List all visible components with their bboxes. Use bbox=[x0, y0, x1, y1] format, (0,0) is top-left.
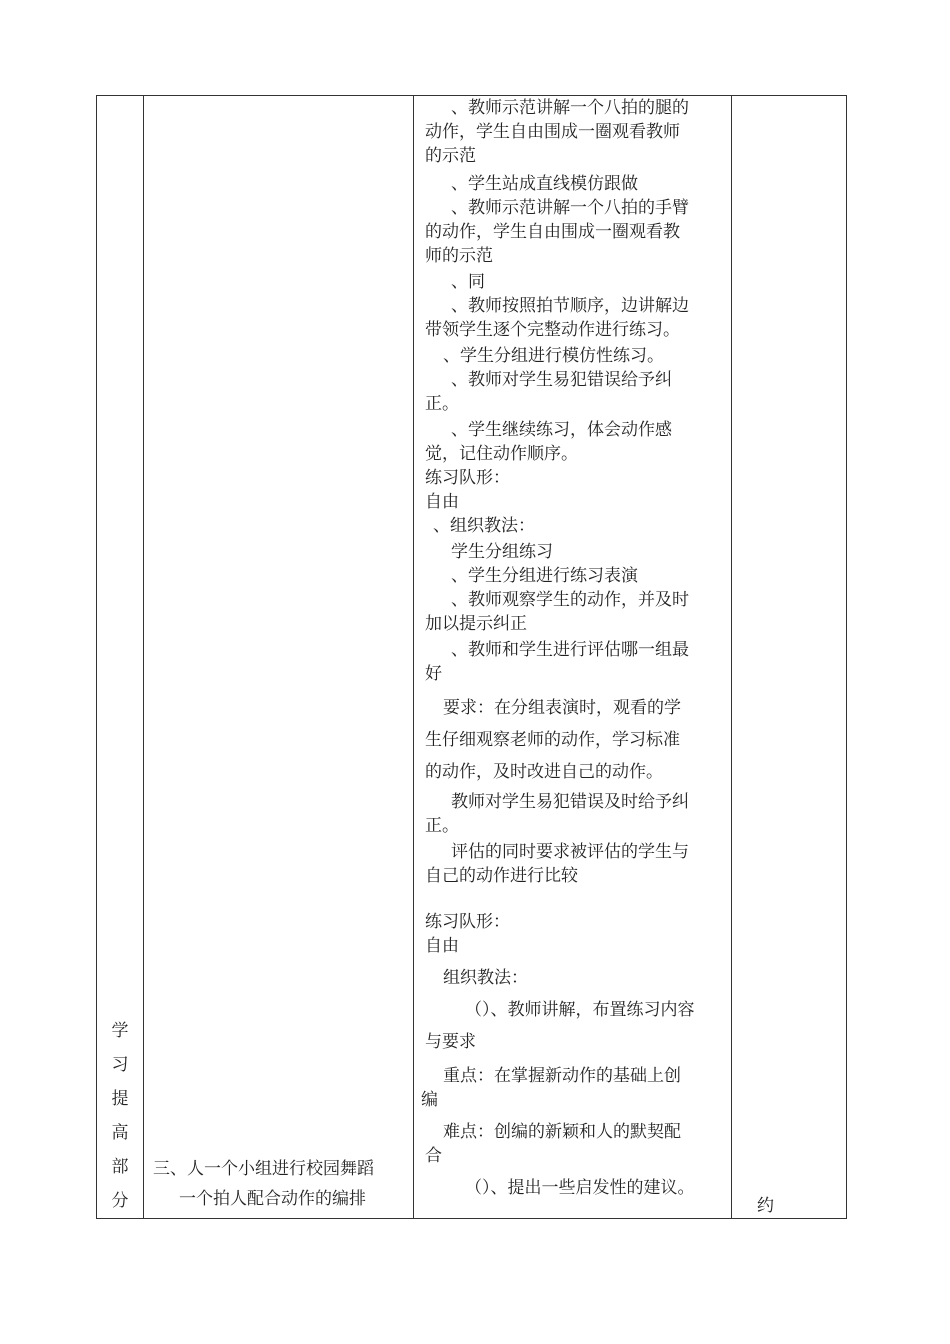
section-label-char: 学 bbox=[111, 1021, 129, 1041]
method-line: 自由 bbox=[425, 936, 459, 956]
section-label-cell bbox=[97, 96, 143, 1218]
section-label-char: 分 bbox=[111, 1191, 129, 1211]
method-line: 教师对学生易犯错误及时给予纠 bbox=[451, 792, 689, 812]
method-line: 练习队形： bbox=[425, 912, 510, 932]
method-line: 评估的同时要求被评估的学生与 bbox=[451, 842, 689, 862]
method-line: 要求：在分组表演时，观看的学 bbox=[443, 698, 681, 718]
content-cell bbox=[143, 96, 413, 1218]
lesson-plan-table bbox=[96, 95, 847, 1219]
method-line: 生仔细观察老师的动作，学习标准 bbox=[425, 730, 680, 750]
method-line: 难点：创编的新颖和人的默契配 bbox=[443, 1122, 681, 1142]
content-title-line1: 三、人一个小组进行校园舞蹈 bbox=[153, 1159, 374, 1179]
method-line: 、学生分组进行模仿性练习。 bbox=[443, 346, 664, 366]
method-line: 与要求 bbox=[425, 1032, 476, 1052]
method-line: 加以提示纠正 bbox=[425, 614, 527, 634]
method-line: 、学生分组进行练习表演 bbox=[451, 566, 638, 586]
method-cell bbox=[413, 96, 731, 1218]
method-line: 、教师观察学生的动作，并及时 bbox=[451, 590, 689, 610]
method-line: 正。 bbox=[425, 394, 459, 414]
method-line: （）、教师讲解，布置练习内容 bbox=[465, 1000, 695, 1020]
time-cell bbox=[731, 96, 848, 1218]
method-line: 合 bbox=[425, 1146, 442, 1166]
method-line: 正。 bbox=[425, 816, 459, 836]
method-line: 编 bbox=[421, 1090, 438, 1110]
time-text: 约 bbox=[757, 1196, 774, 1216]
method-line: （）、提出一些启发性的建议。 bbox=[465, 1178, 695, 1198]
method-line: 的动作，及时改进自己的动作。 bbox=[425, 762, 663, 782]
method-line: 自由 bbox=[425, 492, 459, 512]
section-label-char: 部 bbox=[111, 1157, 129, 1177]
method-line: 、学生站成直线模仿跟做 bbox=[451, 174, 638, 194]
method-line: 、教师示范讲解一个八拍的手臂 bbox=[451, 198, 689, 218]
method-line: 的示范 bbox=[425, 146, 476, 166]
method-line: 觉，记住动作顺序。 bbox=[425, 444, 578, 464]
method-line: 练习队形： bbox=[425, 468, 510, 488]
method-line: 、教师按照拍节顺序，边讲解边 bbox=[451, 296, 689, 316]
content-title-line2: 一个拍人配合动作的编排 bbox=[179, 1189, 366, 1209]
method-line: 组织教法： bbox=[443, 968, 528, 988]
method-line: 、教师对学生易犯错误给予纠 bbox=[451, 370, 672, 390]
method-line: 、教师示范讲解一个八拍的腿的 bbox=[451, 98, 689, 118]
method-line: 、学生继续练习，体会动作感 bbox=[451, 420, 672, 440]
method-line: 学生分组练习 bbox=[451, 542, 553, 562]
method-line: 、教师和学生进行评估哪一组最 bbox=[451, 640, 689, 660]
content-title bbox=[153, 1154, 405, 1214]
method-line: 、组织教法： bbox=[433, 516, 535, 536]
method-line: 重点：在掌握新动作的基础上创 bbox=[443, 1066, 681, 1086]
section-label-char: 习 bbox=[111, 1055, 129, 1075]
method-line: 好 bbox=[425, 664, 442, 684]
method-line: 动作，学生自由围成一圈观看教师 bbox=[425, 122, 680, 142]
method-line: 、同 bbox=[451, 272, 485, 292]
section-label-char: 高 bbox=[111, 1123, 129, 1143]
section-label-char: 提 bbox=[111, 1089, 129, 1109]
method-line: 带领学生逐个完整动作进行练习。 bbox=[425, 320, 680, 340]
method-line: 的动作，学生自由围成一圈观看教 bbox=[425, 222, 680, 242]
section-label bbox=[97, 1014, 143, 1218]
method-line: 师的示范 bbox=[425, 246, 493, 266]
method-line: 自己的动作进行比较 bbox=[425, 866, 578, 886]
